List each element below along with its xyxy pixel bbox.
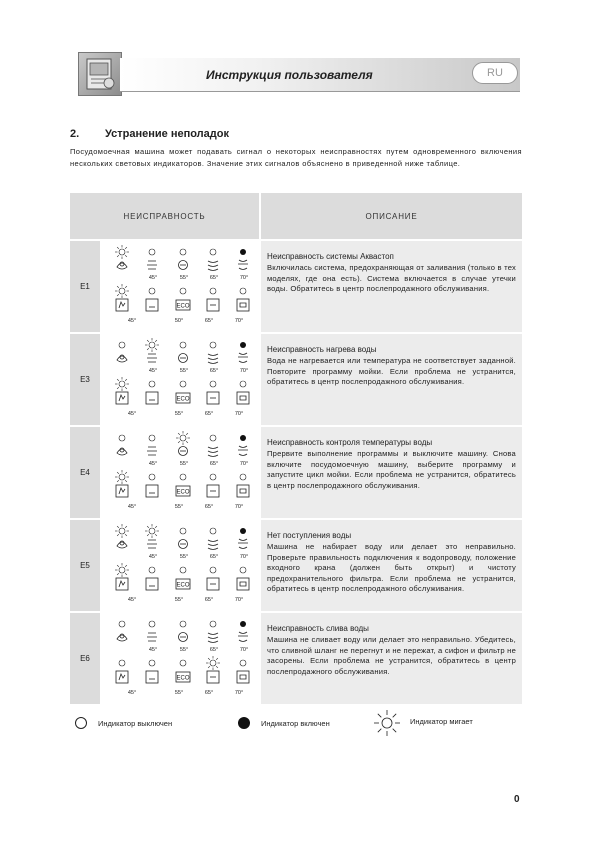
indicator-diagram (102, 334, 259, 425)
fault-code: E6 (70, 613, 102, 704)
indicator-off-icon (149, 474, 155, 480)
fault-body: Прервите выполнение программы и выключите машину. Снова включите посудомоечную машину, выберите программу и запустите цикл мойки. Если проблема не устранится, обратитесь в центр послепродажного обслуживания. (267, 449, 516, 490)
program-icon (146, 578, 158, 590)
indicator-off-icon (210, 342, 216, 348)
temp-label: 65° (204, 597, 214, 603)
indicator-blink-icon (115, 524, 129, 538)
indicator-blink-icon (176, 431, 190, 445)
table-row (70, 520, 522, 613)
temp-label: 65° (209, 275, 219, 281)
indicator-on-icon (240, 249, 246, 255)
indicator-diagram (102, 427, 259, 518)
indicator-off-icon (180, 621, 186, 627)
indicator-on-icon (240, 435, 246, 441)
indicator-off-icon (240, 660, 246, 666)
temp-label: 65° (204, 411, 214, 417)
table-row (70, 613, 522, 706)
fault-title: Нет поступления воды (267, 531, 352, 540)
indicator-off-icon (149, 567, 155, 573)
legend-label-off: Индикатор выключен (98, 718, 173, 728)
temp-label: 65° (204, 318, 214, 324)
temp-label: 45° (148, 368, 158, 374)
indicator-off-icon (210, 567, 216, 573)
temp-label: 45° (127, 411, 137, 417)
legend-label-blink: Индикатор мигает (410, 716, 473, 726)
indicator-off-icon (240, 288, 246, 294)
indicator-blink-icon (145, 338, 159, 352)
program-icon (207, 299, 219, 311)
fault-table (70, 193, 522, 706)
program-icon (116, 671, 128, 683)
temp-label: 65° (209, 554, 219, 560)
indicator-on-icon (237, 716, 251, 730)
indicator-blink-icon (372, 708, 402, 738)
legend-item-blink (372, 708, 473, 738)
program-icon (117, 355, 127, 362)
program-icon (176, 672, 190, 682)
col-fault-header: НЕИСПРАВНОСТЬ (70, 193, 261, 239)
indicator-off-icon (210, 381, 216, 387)
program-icon (147, 540, 157, 548)
indicator-off-icon (180, 660, 186, 666)
indicator-off-icon (119, 660, 125, 666)
indicator-on-icon (240, 528, 246, 534)
indicator-off-icon (210, 249, 216, 255)
fault-title: Неисправность контроля температуры воды (267, 438, 433, 447)
indicator-off-icon (180, 342, 186, 348)
program-icon (116, 392, 128, 404)
program-icon (237, 485, 249, 497)
table-body (70, 241, 522, 706)
program-icon (147, 354, 157, 362)
legend-label-on: Индикатор включен (261, 718, 330, 728)
temp-label: 45° (127, 690, 137, 696)
svg-text:ECO: ECO (176, 489, 190, 496)
legend-item-on (237, 716, 330, 730)
program-icon (117, 634, 127, 641)
table-row (70, 241, 522, 334)
table-row (70, 427, 522, 520)
program-icon (117, 541, 127, 548)
indicator-off-icon (74, 716, 88, 730)
section-number: 2. (70, 128, 80, 140)
program-icon (238, 446, 248, 456)
temp-label: 70° (239, 368, 249, 374)
temp-label: 55° (174, 504, 184, 510)
temp-label: 70° (234, 690, 244, 696)
temp-label: 55° (179, 461, 189, 467)
indicator-off-icon (180, 474, 186, 480)
program-icon (116, 299, 128, 311)
indicator-diagram (102, 241, 259, 332)
temp-label: 45° (148, 461, 158, 467)
temp-label: 55° (179, 368, 189, 374)
program-icon (179, 447, 188, 456)
program-icon (179, 633, 188, 642)
temp-label: 55° (179, 554, 189, 560)
program-icon (176, 300, 190, 310)
fault-title: Неисправность нагрева воды (267, 345, 377, 354)
indicator-panel (102, 520, 261, 611)
program-icon (208, 633, 218, 643)
fault-description (261, 520, 522, 611)
program-icon (176, 486, 190, 496)
temp-label: 45° (148, 275, 158, 281)
temp-label: 65° (204, 504, 214, 510)
indicator-off-icon (210, 288, 216, 294)
indicator-blink-icon (115, 284, 129, 298)
fault-body: Машина не сливает воду или делает это неправильно. Убедитесь, что сливной шланг не перегнут и не пережат, а сифон и фильтр не засорены. Если проблема не устранится, обратитесь в центр послепродажного обслуживания. (267, 635, 516, 676)
program-icon (237, 299, 249, 311)
program-icon (207, 392, 219, 404)
program-icon (237, 392, 249, 404)
fault-code: E1 (70, 241, 102, 332)
indicator-off-icon (180, 288, 186, 294)
program-icon (238, 632, 248, 642)
temp-label: 55° (174, 690, 184, 696)
temp-label: 70° (239, 461, 249, 467)
program-icon (176, 579, 190, 589)
indicator-on-icon (240, 342, 246, 348)
indicator-off-icon (119, 621, 125, 627)
program-icon (208, 261, 218, 271)
fault-title: Неисправность системы Аквастоп (267, 252, 394, 261)
program-icon (179, 540, 188, 549)
indicator-blink-icon (115, 563, 129, 577)
fault-code: E3 (70, 334, 102, 425)
fault-description (261, 427, 522, 518)
section-title: Устранение неполадок (105, 128, 229, 140)
temp-label: 70° (234, 597, 244, 603)
temp-label: 70° (234, 504, 244, 510)
indicator-off-icon (149, 621, 155, 627)
program-icon (208, 447, 218, 457)
temp-label: 70° (234, 318, 244, 324)
indicator-off-icon (180, 381, 186, 387)
table-row (70, 334, 522, 427)
program-icon (116, 578, 128, 590)
program-icon (146, 671, 158, 683)
program-icon (237, 578, 249, 590)
indicator-blink-icon (115, 377, 129, 391)
program-icon (179, 354, 188, 363)
program-icon (147, 261, 157, 269)
temp-label: 65° (209, 461, 219, 467)
fault-description (261, 241, 522, 332)
program-icon (117, 448, 127, 455)
fault-body: Включилась система, предохраняющая от заливания (только в тех моделях, где она есть). Система включается в случае утечки воды. Обратитесь в центр послепродажного обслуживания. (267, 263, 516, 294)
language-badge: RU (472, 62, 518, 84)
temp-label: 70° (239, 554, 249, 560)
program-icon (237, 671, 249, 683)
program-icon (116, 485, 128, 497)
program-icon (207, 485, 219, 497)
program-icon (179, 261, 188, 270)
indicator-off-icon (119, 342, 125, 348)
header-line (120, 91, 520, 92)
indicator-off-icon (180, 528, 186, 534)
program-icon (208, 354, 218, 364)
indicator-panel (102, 241, 261, 332)
temp-label: 45° (148, 647, 158, 653)
temp-label: 65° (204, 690, 214, 696)
fault-title: Неисправность слива воды (267, 624, 369, 633)
indicator-off-icon (210, 435, 216, 441)
temp-label: 70° (239, 647, 249, 653)
program-icon (238, 353, 248, 363)
temp-label: 45° (127, 504, 137, 510)
indicator-blink-icon (206, 656, 220, 670)
indicator-diagram (102, 520, 259, 611)
header-title: Инструкция пользователя (206, 68, 373, 82)
fault-body: Машина не набирает воду или делает это неправильно. Проверьте правильность подключения к водопроводу, положение входного крана (должен быть открыт) и чистоту предохранительного фильтра. Если проблема не устранится, обратитесь в центр послепродажного обслуживания. (267, 542, 516, 594)
indicator-blink-icon (115, 470, 129, 484)
indicator-panel (102, 427, 261, 518)
indicator-off-icon (149, 435, 155, 441)
indicator-off-icon (180, 567, 186, 573)
section-intro: Посудомоечная машина может подавать сигнал о некоторых неисправностях путем одновременного включения нескольких световых индикаторов. Значение этих сигналов объяснено в приведенной ниже таблице. (70, 147, 522, 168)
program-icon (117, 262, 127, 269)
indicator-on-icon (240, 621, 246, 627)
fault-description (261, 613, 522, 704)
indicator-blink-icon (145, 524, 159, 538)
col-desc-header: ОПИСАНИЕ (365, 211, 418, 221)
program-icon (146, 392, 158, 404)
indicator-off-icon (149, 660, 155, 666)
indicator-off-icon (149, 381, 155, 387)
temp-label: 50° (174, 318, 184, 324)
program-icon (147, 633, 157, 641)
indicator-off-icon (240, 567, 246, 573)
temp-label: 65° (209, 368, 219, 374)
temp-label: 70° (234, 411, 244, 417)
temp-label: 65° (209, 647, 219, 653)
table-header (70, 193, 522, 241)
program-icon (147, 447, 157, 455)
indicator-off-icon (210, 621, 216, 627)
temp-label: 55° (179, 647, 189, 653)
program-icon (146, 485, 158, 497)
page-number: 0 (514, 794, 520, 805)
temp-label: 45° (148, 554, 158, 560)
temp-label: 55° (174, 411, 184, 417)
program-icon (176, 393, 190, 403)
dishwasher-logo-icon (78, 52, 122, 96)
svg-text:ECO: ECO (176, 303, 190, 310)
program-icon (208, 540, 218, 550)
program-icon (207, 578, 219, 590)
temp-label: 55° (179, 275, 189, 281)
temp-label: 45° (127, 597, 137, 603)
program-icon (238, 260, 248, 270)
program-icon (207, 671, 219, 683)
legend (0, 714, 595, 744)
indicator-off-icon (240, 381, 246, 387)
indicator-off-icon (210, 474, 216, 480)
temp-label: 70° (239, 275, 249, 281)
indicator-diagram (102, 613, 259, 704)
program-icon (238, 539, 248, 549)
fault-code: E5 (70, 520, 102, 611)
fault-description (261, 334, 522, 425)
indicator-off-icon (149, 288, 155, 294)
temp-label: 45° (127, 318, 137, 324)
svg-text:ECO: ECO (176, 396, 190, 403)
indicator-off-icon (149, 249, 155, 255)
indicator-off-icon (119, 435, 125, 441)
legend-item-off (74, 716, 172, 730)
fault-code: E4 (70, 427, 102, 518)
indicator-panel (102, 613, 261, 704)
svg-text:ECO: ECO (176, 582, 190, 589)
fault-body: Вода не нагревается или температура не соответствует заданной. Повторите программу мойки. Если проблема не устранится, обратитесь в центр послепродажного обслуживания. (267, 356, 516, 387)
indicator-off-icon (210, 528, 216, 534)
indicator-blink-icon (115, 245, 129, 259)
indicator-off-icon (240, 474, 246, 480)
svg-text:ECO: ECO (176, 675, 190, 682)
indicator-off-icon (180, 249, 186, 255)
program-icon (146, 299, 158, 311)
indicator-panel (102, 334, 261, 425)
temp-label: 55° (174, 597, 184, 603)
